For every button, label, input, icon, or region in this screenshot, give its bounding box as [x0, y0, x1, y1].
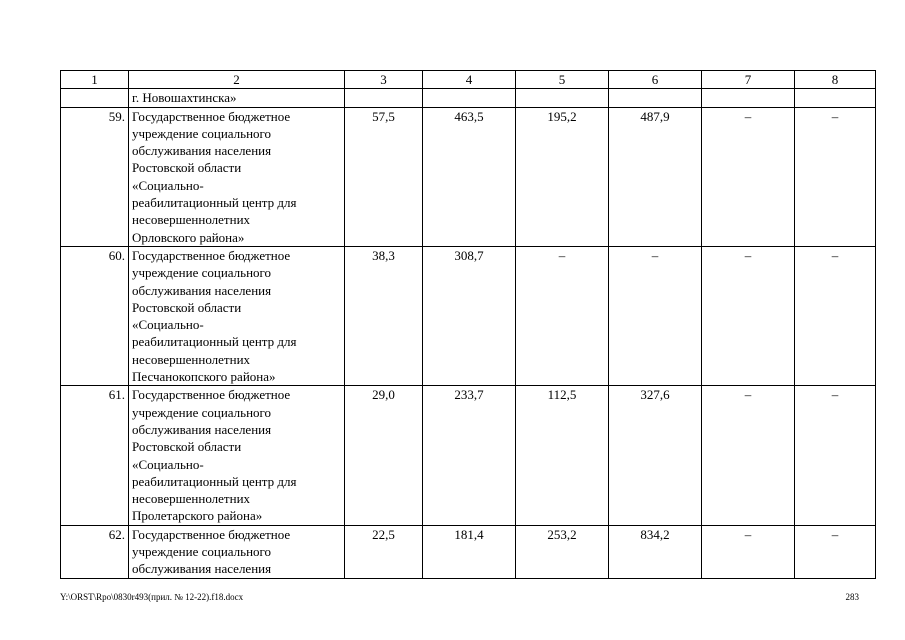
value-col-7: – — [702, 246, 795, 385]
value-col-7: – — [702, 525, 795, 578]
value-col-6: 834,2 — [609, 525, 702, 578]
header-cell-8: 8 — [795, 71, 876, 89]
value-col-4: 233,7 — [423, 386, 516, 525]
value-col-3: 22,5 — [345, 525, 423, 578]
value-col-3: 38,3 — [345, 246, 423, 385]
empty-cell — [61, 89, 129, 107]
page-footer — [60, 592, 859, 602]
table-header-row — [61, 71, 876, 89]
value-col-6: – — [609, 246, 702, 385]
value-col-6: 327,6 — [609, 386, 702, 525]
header-cell-2: 2 — [129, 71, 345, 89]
empty-cell — [609, 89, 702, 107]
page-number: 283 — [845, 592, 859, 602]
value-col-8: – — [795, 386, 876, 525]
header-cell-4: 4 — [423, 71, 516, 89]
row-number: 60. — [61, 246, 129, 385]
continuation-text: г. Новошахтинска» — [129, 89, 345, 107]
value-col-8: – — [795, 525, 876, 578]
value-col-8: – — [795, 107, 876, 246]
value-col-5: 112,5 — [516, 386, 609, 525]
value-col-4: 181,4 — [423, 525, 516, 578]
institution-name: Государственное бюджетное учреждение социального обслуживания населения Ростовской области «Социально- реабилитационный центр для несовершеннолетних Песчанокопского района» — [129, 246, 345, 385]
table-row-59 — [61, 107, 876, 246]
institution-name: Государственное бюджетное учреждение социального обслуживания населения Ростовской области «Социально- реабилитационный центр для несовершеннолетних Орловского района» — [129, 107, 345, 246]
value-col-3: 57,5 — [345, 107, 423, 246]
institution-name: Государственное бюджетное учреждение социального обслуживания населения Ростовской области «Социально- реабилитационный центр для несовершеннолетних Пролетарского района» — [129, 386, 345, 525]
header-cell-3: 3 — [345, 71, 423, 89]
value-col-4: 308,7 — [423, 246, 516, 385]
empty-cell — [345, 89, 423, 107]
value-col-5: – — [516, 246, 609, 385]
data-table — [60, 70, 876, 579]
table-row-60 — [61, 246, 876, 385]
table-row-61 — [61, 386, 876, 525]
row-number: 62. — [61, 525, 129, 578]
header-cell-6: 6 — [609, 71, 702, 89]
value-col-7: – — [702, 386, 795, 525]
empty-cell — [795, 89, 876, 107]
row-number: 59. — [61, 107, 129, 246]
value-col-6: 487,9 — [609, 107, 702, 246]
value-col-5: 195,2 — [516, 107, 609, 246]
value-col-3: 29,0 — [345, 386, 423, 525]
value-col-7: – — [702, 107, 795, 246]
row-number: 61. — [61, 386, 129, 525]
header-cell-7: 7 — [702, 71, 795, 89]
institution-name: Государственное бюджетное учреждение социального обслуживания населения — [129, 525, 345, 578]
file-path: Y:\ORST\Rpo\0830r493(прил. № 12-22).f18.docx — [60, 592, 244, 602]
empty-cell — [423, 89, 516, 107]
empty-cell — [516, 89, 609, 107]
table-row-continuation — [61, 89, 876, 107]
value-col-8: – — [795, 246, 876, 385]
value-col-5: 253,2 — [516, 525, 609, 578]
header-cell-5: 5 — [516, 71, 609, 89]
table-row-62 — [61, 525, 876, 578]
value-col-4: 463,5 — [423, 107, 516, 246]
header-cell-1: 1 — [61, 71, 129, 89]
empty-cell — [702, 89, 795, 107]
